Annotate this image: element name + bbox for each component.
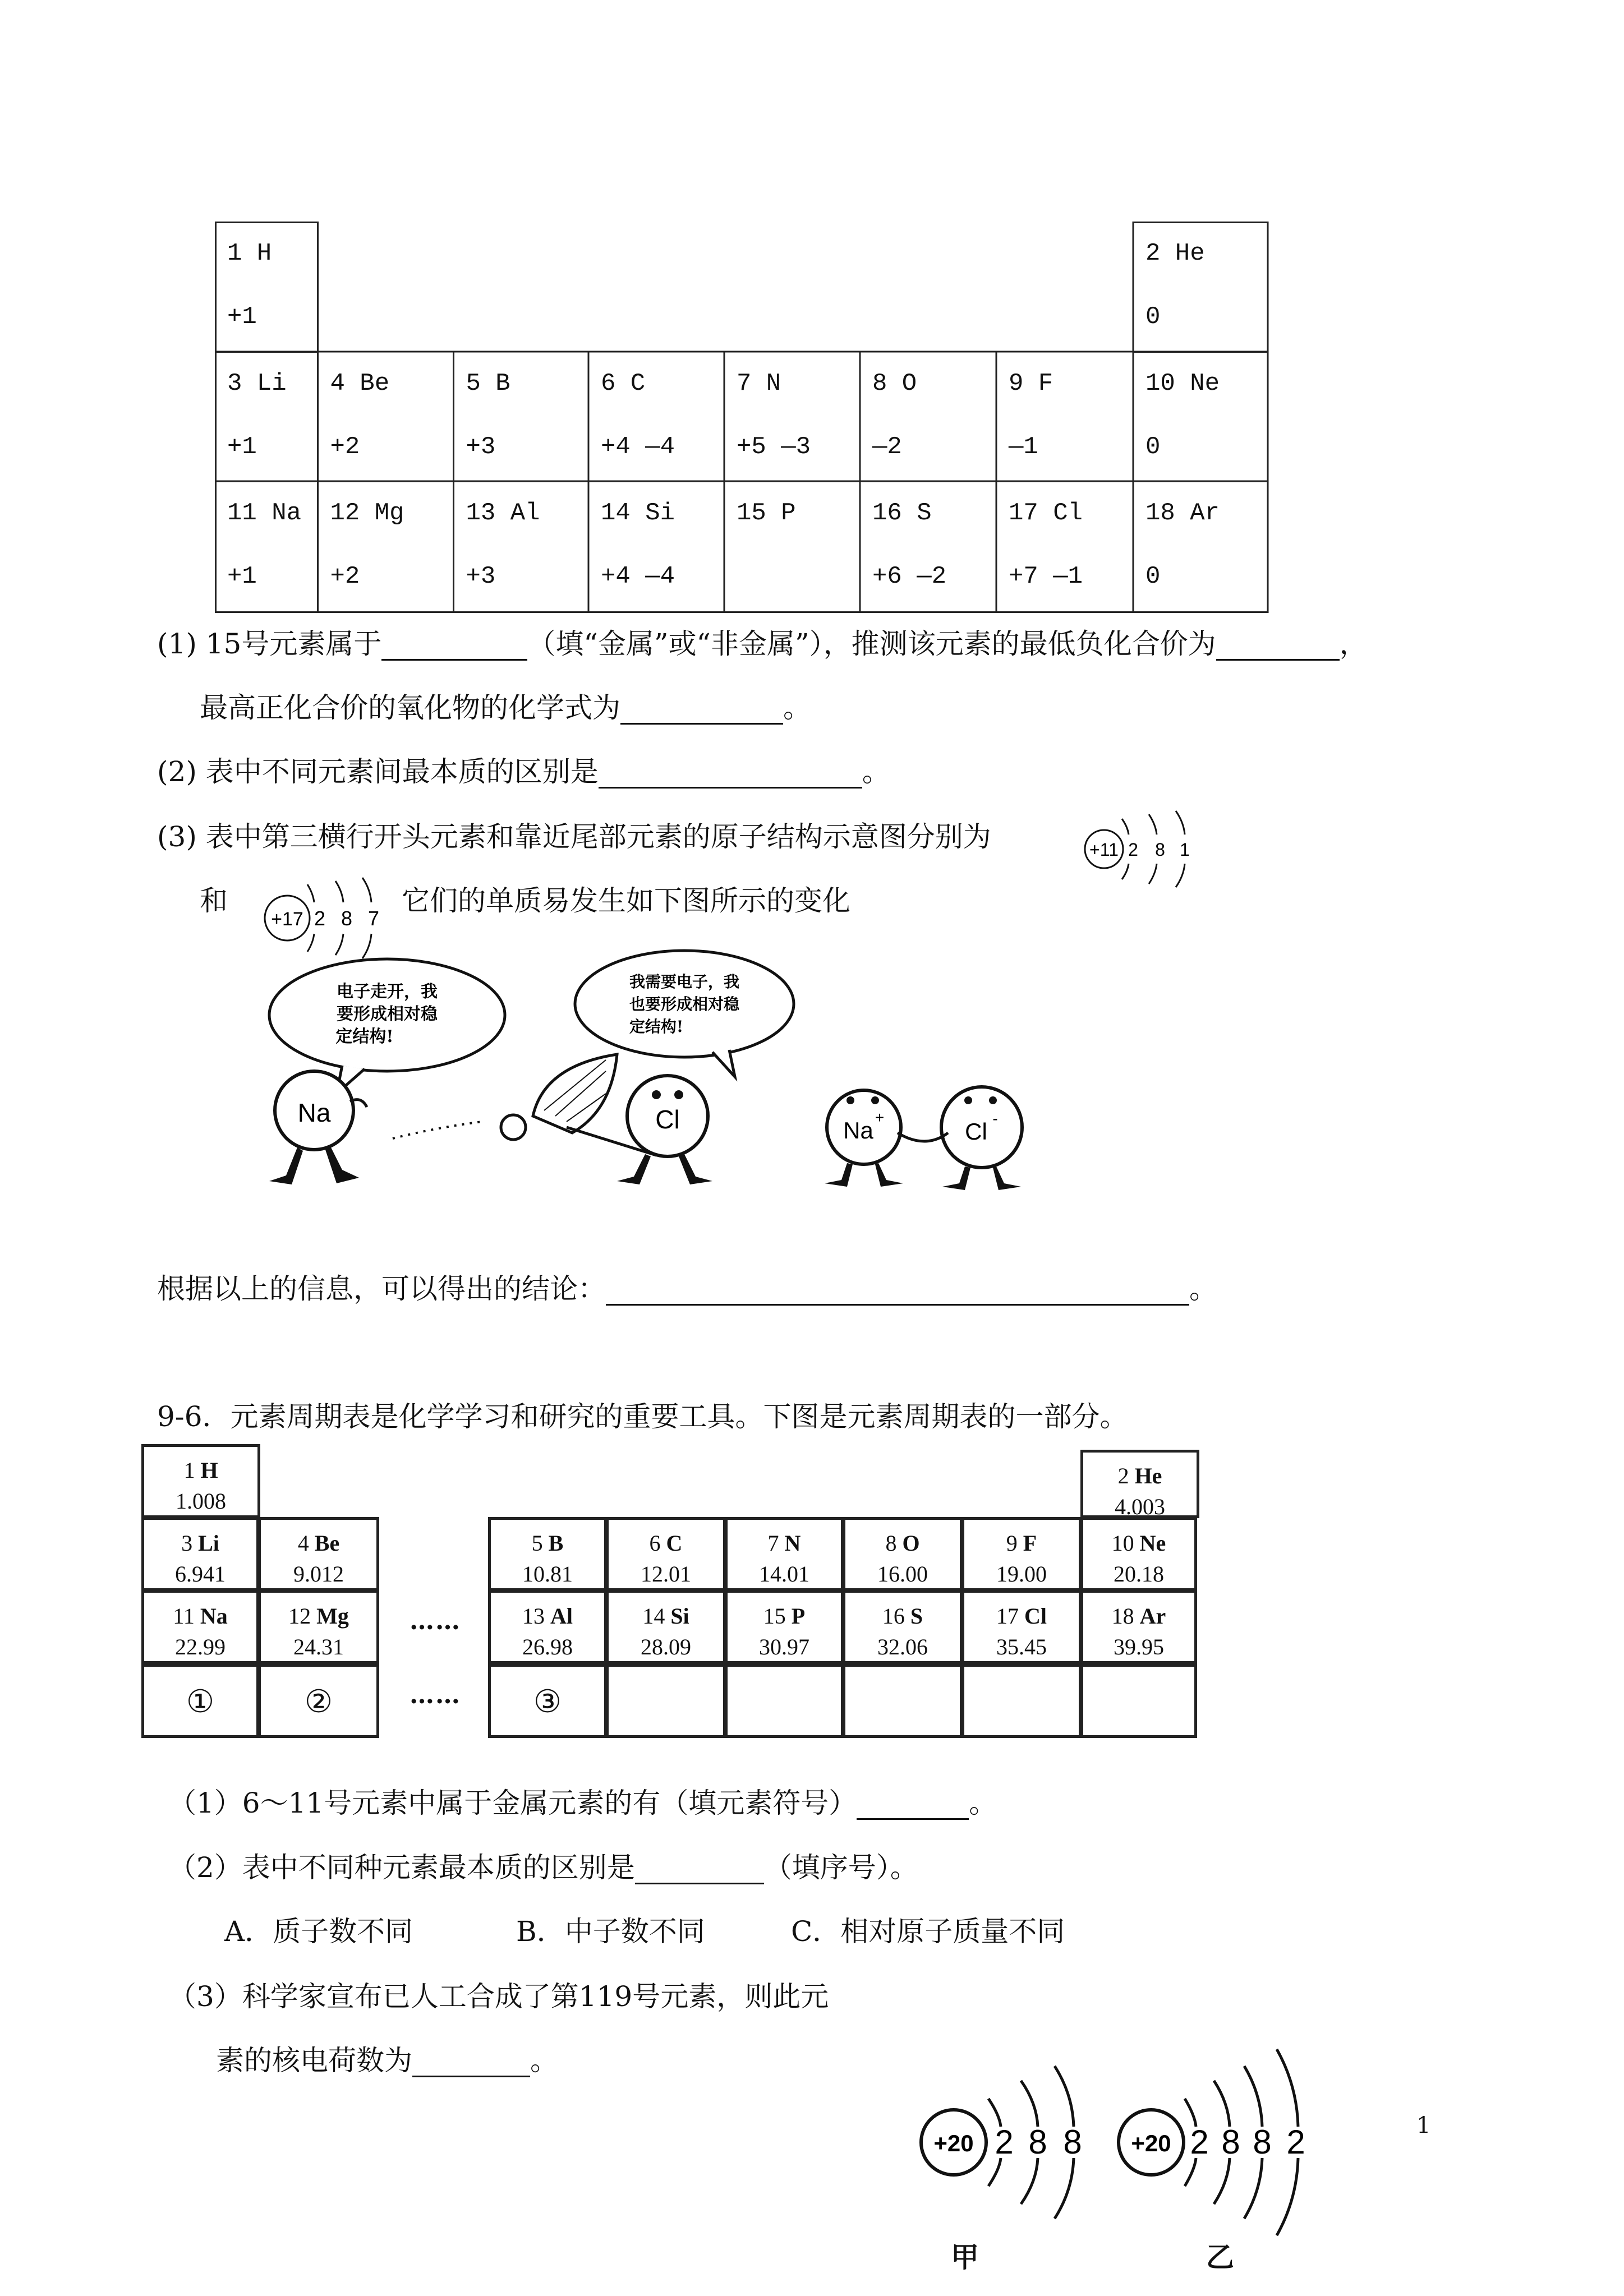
- atomic-number: 5: [531, 1530, 543, 1556]
- atomic-number: 16: [882, 1603, 905, 1629]
- answer-blank-1[interactable]: [381, 633, 527, 661]
- q1-text-a: (1) 15号元素属于: [157, 628, 382, 660]
- element-valence: +6 —2: [872, 563, 947, 591]
- element-valence: +7 —1: [1009, 563, 1083, 591]
- yi-shell-2: 8: [1221, 2123, 1240, 2161]
- element-symbol: 7 N: [737, 370, 781, 398]
- atom-yi-label: 乙: [1206, 2241, 1234, 2274]
- element-symbol: He: [1134, 1463, 1162, 1488]
- page-number: 1: [1416, 2113, 1431, 2138]
- element-valence: 0: [1145, 303, 1161, 331]
- element-valence: 0: [1145, 563, 1161, 591]
- element-symbol: Ar: [1139, 1603, 1166, 1629]
- element-valence: +5 —3: [737, 433, 811, 461]
- atom-yi-diagram: [1111, 2041, 1346, 2243]
- valence-cell: [227, 497, 301, 593]
- circled-number: ①: [186, 1685, 215, 1719]
- atomic-mass: 12.01: [641, 1561, 691, 1587]
- jia-shell-2: 8: [1028, 2123, 1047, 2161]
- element-valence: —1: [1009, 433, 1038, 461]
- na-character-label: Na: [297, 1098, 331, 1127]
- atomic-mass: 6.941: [175, 1561, 226, 1587]
- unknown-element-cell: [258, 1664, 379, 1738]
- element-valence: +3: [466, 433, 496, 461]
- atomic-mass: 35.45: [996, 1634, 1047, 1659]
- valence-cell: [330, 367, 390, 463]
- element-cell: [141, 1517, 259, 1591]
- ellipsis-gap: ……: [410, 1681, 461, 1709]
- atomic-number: 10: [1111, 1530, 1134, 1556]
- p2q1-text: （1）6～11号元素中属于金属元素的有（填元素符号）: [168, 1787, 857, 1819]
- element-symbol: Na: [200, 1603, 228, 1629]
- element-cell: [488, 1590, 607, 1664]
- element-valence: +4 —4: [601, 433, 675, 461]
- ion-formation-cartoon: [252, 948, 1105, 1211]
- atomic-mass: 10.81: [522, 1561, 573, 1587]
- element-symbol: F: [1023, 1530, 1037, 1556]
- atomic-mass: 28.09: [641, 1634, 691, 1659]
- valence-cell: [227, 237, 272, 333]
- element-symbol: 2 He: [1145, 239, 1205, 268]
- element-symbol: 13 Al: [466, 499, 540, 527]
- na-nucleus-charge: +11: [1089, 840, 1119, 860]
- atomic-mass: 24.31: [293, 1634, 344, 1659]
- option-b[interactable]: B．中子数不同: [516, 1915, 705, 1948]
- atom-jia-diagram: [914, 2047, 1105, 2232]
- atom-jia-label: 甲: [951, 2241, 979, 2274]
- element-symbol: 4 Be: [330, 370, 390, 398]
- cl-ion-label: Cl: [965, 1118, 987, 1145]
- na-ion-character: [825, 1090, 903, 1187]
- atomic-number: 8: [885, 1530, 897, 1556]
- na-ion-label: Na: [843, 1117, 873, 1144]
- element-cell: [1080, 1517, 1197, 1591]
- element-valence: +4 —4: [601, 563, 675, 591]
- element-symbol: 3 Li: [227, 370, 287, 398]
- atomic-number: 2: [1117, 1463, 1129, 1488]
- cl-shell-3: 7: [367, 907, 380, 930]
- atomic-number: 17: [996, 1603, 1019, 1629]
- valence-cell: [737, 497, 796, 560]
- element-cell: [843, 1517, 963, 1591]
- element-valence: +1: [227, 563, 257, 591]
- element-symbol: Mg: [316, 1603, 349, 1629]
- answer-blank-4[interactable]: [599, 761, 862, 789]
- element-symbol: S: [910, 1603, 923, 1629]
- atomic-mass: 19.00: [996, 1561, 1047, 1587]
- atomic-number: 12: [288, 1603, 311, 1629]
- question-1-line-2: [200, 691, 811, 725]
- conclusion-line: [157, 1272, 1217, 1306]
- question-3-line-2: 它们的单质易发生如下图所示的变化: [402, 884, 850, 917]
- element-symbol: H: [200, 1458, 218, 1483]
- element-symbol: 15 P: [737, 499, 796, 527]
- option-a[interactable]: A．质子数不同: [224, 1915, 413, 1948]
- na-atom-character: [269, 1071, 367, 1184]
- na-bubble-line-1: 电子走开，我: [337, 982, 438, 1002]
- part2-question-3-line-2: [216, 2044, 558, 2077]
- question-2: [157, 755, 890, 789]
- valence-cell: [1145, 367, 1220, 463]
- element-cell: [725, 1517, 844, 1591]
- p2q3-text: 素的核电荷数为: [216, 2044, 412, 2077]
- element-symbol: 16 S: [872, 499, 932, 527]
- element-valence: +3: [466, 563, 496, 591]
- atomic-number: 9: [1006, 1530, 1018, 1556]
- jia-shell-3: 8: [1063, 2123, 1082, 2161]
- question-1-line-1: [157, 627, 1368, 661]
- unknown-element-cell: [141, 1664, 259, 1738]
- yi-shell-3: 8: [1253, 2123, 1272, 2161]
- valence-cell: [1009, 497, 1083, 593]
- element-cell: [488, 1517, 607, 1591]
- atomic-number: 14: [642, 1603, 665, 1629]
- na-bubble-line-3: 定结构!: [335, 1027, 394, 1046]
- valence-cell: [1145, 497, 1220, 593]
- atomic-number: 18: [1111, 1603, 1134, 1629]
- na-shell-1: 2: [1128, 840, 1138, 860]
- q2-text-b: 。: [862, 755, 890, 788]
- q1-text-e: 。: [783, 691, 811, 724]
- part2-question-3-line-1: （3）科学家宣布已人工合成了第119号元素，则此元: [168, 1980, 829, 2013]
- option-c[interactable]: C．相对原子质量不同: [791, 1915, 1065, 1948]
- unknown-element-cell: [1080, 1664, 1197, 1738]
- element-symbol: Cl: [1024, 1603, 1047, 1629]
- unknown-element-cell: [843, 1664, 963, 1738]
- element-symbol: Si: [670, 1603, 689, 1629]
- cl-shell-1: 2: [314, 907, 326, 930]
- ellipsis-gap: ……: [410, 1607, 461, 1635]
- atomic-mass: 20.18: [1114, 1561, 1164, 1587]
- p2q3-end: 。: [530, 2044, 558, 2077]
- valence-cell: [601, 367, 675, 463]
- valence-cell: [227, 367, 287, 463]
- p2q1-blank[interactable]: [857, 1792, 969, 1820]
- q1-text-c: ，: [1339, 628, 1368, 660]
- cl-ion-charge: -: [992, 1110, 998, 1127]
- element-cell: [258, 1590, 379, 1664]
- element-valence: +2: [330, 433, 360, 461]
- element-symbol: Li: [198, 1530, 219, 1556]
- atomic-mass: 30.97: [759, 1634, 809, 1659]
- element-symbol: C: [666, 1530, 683, 1556]
- atomic-number: 7: [767, 1530, 779, 1556]
- atomic-mass: 4.003: [1115, 1494, 1165, 1519]
- valence-cell: [466, 497, 540, 593]
- valence-cell: [466, 367, 510, 463]
- p2q2-text: （2）表中不同种元素最本质的区别是: [168, 1851, 635, 1884]
- valence-cell: [872, 367, 917, 463]
- valence-table: [215, 222, 1269, 613]
- question-3-line-1: (3) 表中第三横行开头元素和靠近尾部元素的原子结构示意图分别为: [157, 820, 991, 853]
- element-symbol: 1 H: [227, 239, 272, 268]
- element-symbol: N: [784, 1530, 801, 1556]
- atomic-mass: 14.01: [759, 1561, 809, 1587]
- p2q2-end: （填序号）。: [763, 1851, 918, 1884]
- element-symbol: 10 Ne: [1145, 370, 1220, 398]
- na-shell-3: 1: [1180, 840, 1190, 860]
- answer-blank-2[interactable]: [1216, 633, 1340, 661]
- electron-character: [501, 1115, 526, 1140]
- electron-trail: [393, 1122, 482, 1138]
- element-valence: +2: [330, 563, 360, 591]
- element-symbol: Ne: [1139, 1530, 1166, 1556]
- p2q1-end: 。: [969, 1787, 997, 1819]
- element-symbol: 11 Na: [227, 499, 302, 527]
- valence-cell: [601, 497, 675, 593]
- element-symbol: P: [791, 1603, 806, 1629]
- element-valence: 0: [1145, 433, 1161, 461]
- na-atom-structure-diagram: [1077, 808, 1206, 892]
- cl-bubble-line-3: 定结构!: [629, 1017, 684, 1036]
- element-symbol: Al: [550, 1603, 573, 1629]
- part2-question-2: [168, 1851, 918, 1884]
- element-symbol: 6 C: [601, 370, 646, 398]
- element-valence: +1: [227, 303, 257, 331]
- atomic-mass: 1.008: [176, 1488, 226, 1514]
- unknown-element-cell: [488, 1664, 607, 1738]
- na-bubble-line-2: 要形成相对稳: [337, 1004, 438, 1024]
- atomic-number: 13: [522, 1603, 545, 1629]
- element-cell-he: [1080, 1450, 1199, 1518]
- yi-shell-1: 2: [1190, 2123, 1209, 2161]
- atomic-mass: 16.00: [877, 1561, 928, 1587]
- element-symbol: B: [548, 1530, 564, 1556]
- q1-text-d: 最高正化合价的氧化物的化学式为: [200, 691, 620, 724]
- unknown-element-cell: [961, 1664, 1082, 1738]
- element-symbol: 5 B: [466, 370, 510, 398]
- circled-number: ③: [533, 1685, 562, 1719]
- element-valence: +1: [227, 433, 257, 461]
- atomic-number: 15: [763, 1603, 786, 1629]
- element-valence: —2: [872, 433, 902, 461]
- element-symbol: Be: [314, 1530, 340, 1556]
- atomic-number: 1: [183, 1458, 195, 1483]
- cl-bubble-line-1: 我需要电子，我: [629, 972, 740, 991]
- element-cell: [606, 1517, 726, 1591]
- valence-cell: [737, 367, 811, 463]
- element-cell-h: [141, 1444, 260, 1518]
- jia-shell-1: 2: [995, 2123, 1014, 2161]
- q1-text-b: （填“金属”或“非金属”），推测该元素的最低负化合价为: [527, 628, 1216, 660]
- element-cell: [961, 1517, 1082, 1591]
- element-cell: [843, 1590, 963, 1664]
- element-cell: [606, 1590, 726, 1664]
- cl-bubble-line-2: 也要形成相对稳: [629, 995, 740, 1013]
- element-cell: [961, 1590, 1082, 1664]
- element-symbol: 12 Mg: [330, 499, 404, 527]
- na-ion-charge: +: [875, 1109, 885, 1126]
- atomic-number: 3: [181, 1530, 193, 1556]
- valence-cell: [872, 497, 946, 593]
- element-cell: [725, 1590, 844, 1664]
- element-symbol: O: [902, 1530, 920, 1556]
- atomic-mass: 32.06: [877, 1634, 928, 1659]
- unknown-element-cell: [606, 1664, 726, 1738]
- yi-nucleus-charge: +20: [1131, 2130, 1171, 2156]
- unknown-element-cell: [725, 1664, 844, 1738]
- jia-nucleus-charge: +20: [933, 2130, 974, 2156]
- element-symbol: 17 Cl: [1009, 499, 1083, 527]
- atomic-mass: 26.98: [522, 1634, 573, 1659]
- element-symbol: 9 F: [1009, 370, 1053, 398]
- element-cell: [1080, 1590, 1197, 1664]
- section-2-title: 9-6．元素周期表是化学学习和研究的重要工具。下图是元素周期表的一部分。: [157, 1400, 1128, 1433]
- atomic-mass: 22.99: [175, 1634, 226, 1659]
- atomic-number: 6: [649, 1530, 661, 1556]
- element-symbol: 14 Si: [601, 499, 675, 527]
- part2-question-1: [168, 1786, 997, 1820]
- na-shell-2: 8: [1155, 840, 1165, 860]
- cl-nucleus-charge: +17: [271, 909, 303, 930]
- cl-shell-2: 8: [341, 907, 353, 930]
- circled-number: ②: [304, 1685, 333, 1719]
- cl-character-label: Cl: [655, 1105, 680, 1134]
- valence-cell: [330, 497, 404, 593]
- atomic-number: 4: [297, 1530, 309, 1556]
- valence-cell: [1009, 367, 1053, 463]
- element-cell: [141, 1590, 259, 1664]
- question-3-and: 和: [200, 884, 228, 917]
- cl-atom-character: [617, 1076, 712, 1184]
- answer-blank-3[interactable]: [620, 697, 783, 725]
- element-cell: [258, 1517, 379, 1591]
- atomic-mass: 9.012: [293, 1561, 344, 1587]
- yi-shell-4: 2: [1286, 2123, 1305, 2161]
- q2-text-a: (2) 表中不同元素间最本质的区别是: [157, 755, 599, 788]
- atomic-mass: 39.95: [1114, 1634, 1164, 1659]
- element-symbol: 18 Ar: [1145, 499, 1220, 527]
- element-symbol: 8 O: [872, 370, 917, 398]
- cl-ion-character: [898, 1087, 1022, 1190]
- conclusion-blank[interactable]: [606, 1278, 1189, 1306]
- p2q2-blank[interactable]: [635, 1857, 764, 1884]
- conclusion-end: 。: [1189, 1273, 1217, 1305]
- conclusion-text: 根据以上的信息，可以得出的结论：: [157, 1273, 606, 1305]
- atomic-number: 11: [173, 1603, 195, 1629]
- p2q3-blank[interactable]: [412, 2050, 530, 2077]
- valence-cell: [1145, 237, 1205, 333]
